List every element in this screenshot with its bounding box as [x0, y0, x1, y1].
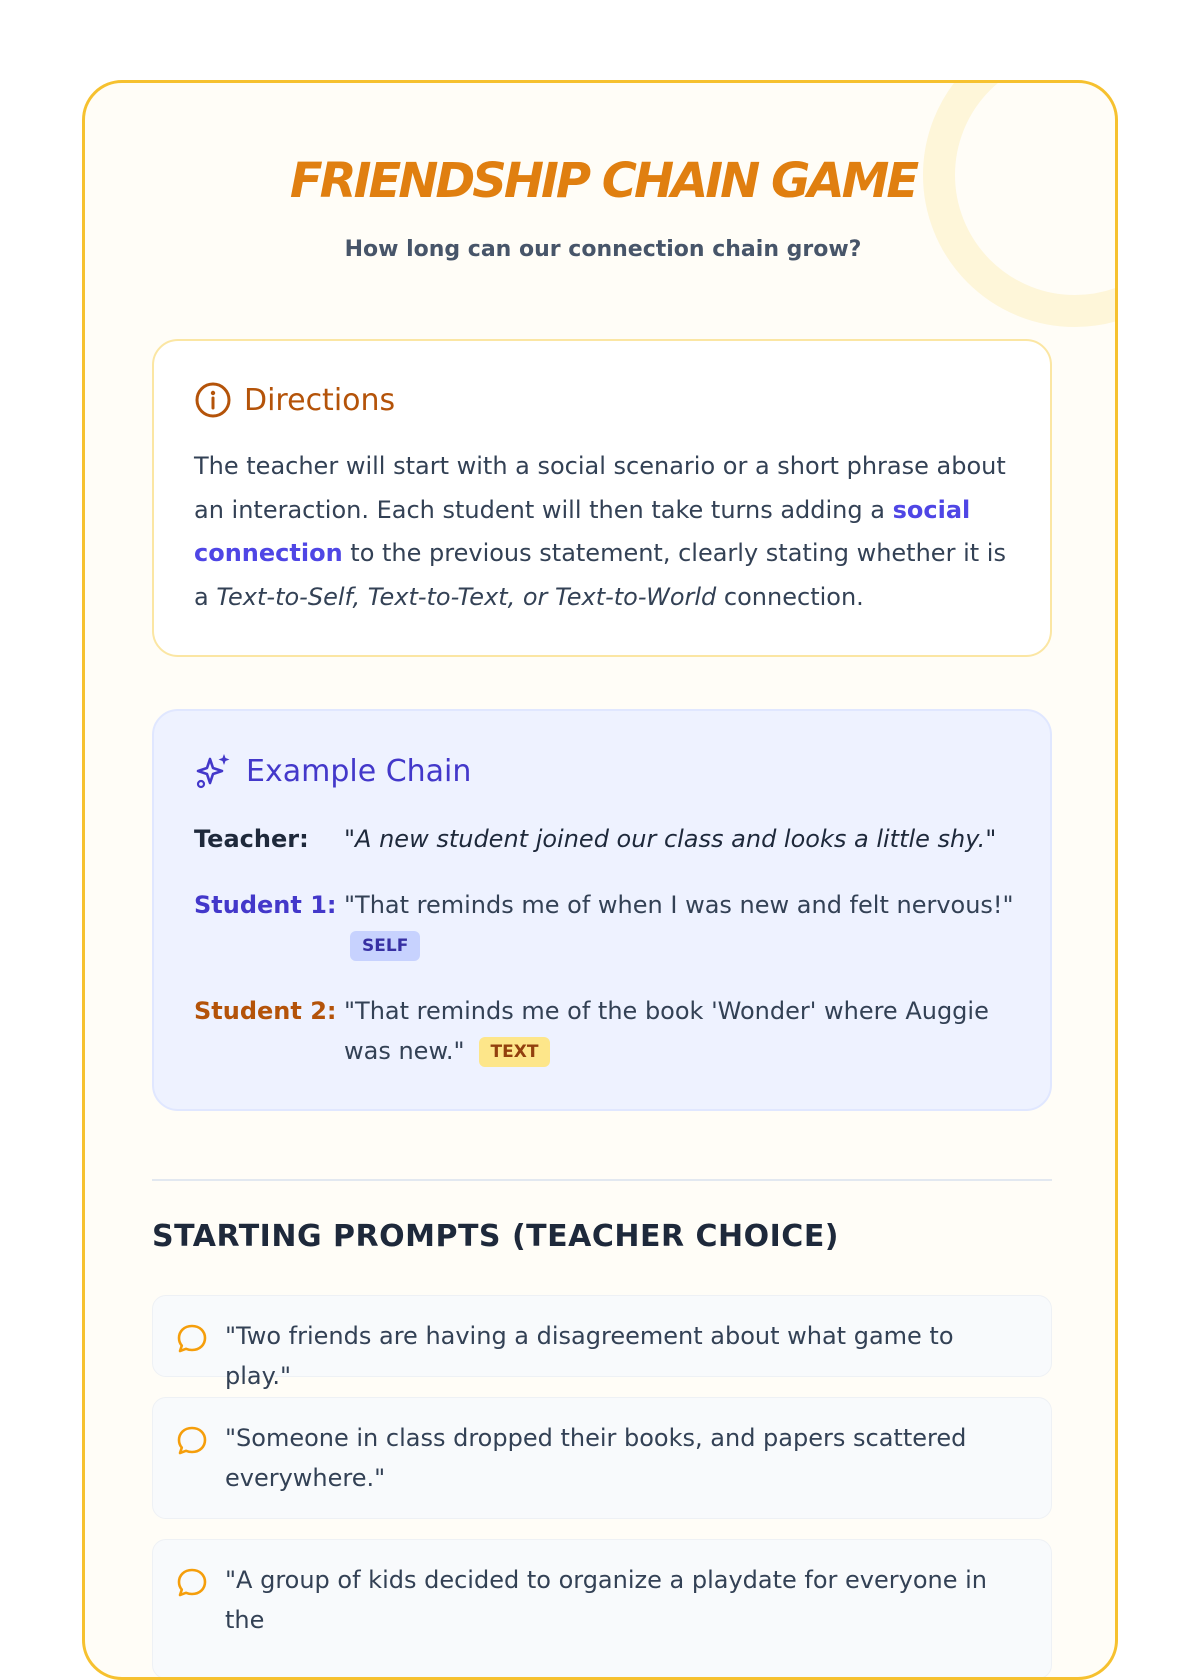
self-badge: SELF: [350, 931, 420, 961]
chat-bubble-icon: [175, 1322, 209, 1356]
directions-panel: [152, 339, 1052, 657]
social-connection-highlight: social connection: [194, 495, 971, 567]
row-text: "That reminds me of when I was new and felt nervous!": [344, 891, 1014, 919]
row-text: "A new student joined our class and looks a little shy.": [344, 825, 997, 853]
page-title: FRIENDSHIP CHAIN GAME: [289, 153, 917, 209]
prompt-text: "Someone in class dropped their books, and papers scattered everywhere.": [225, 1424, 967, 1492]
prompts-heading: STARTING PROMPTS (TEACHER CHOICE): [152, 1219, 840, 1254]
directions-text: The teacher will start with a social scenario or a short phrase about an interaction. Each student will then take turns adding a social connection to the previous statement, clearly stating whether it is a Text-to-Self, Text-to-Text, or Text-to-World connection.: [194, 452, 1006, 611]
prompt-text: "A group of kids decided to organize a playdate for everyone in the: [225, 1566, 987, 1634]
prompt-item[interactable]: [152, 1539, 1052, 1679]
chat-bubble-icon: [175, 1424, 209, 1458]
example-chain-panel: [152, 709, 1052, 1111]
row-content: [344, 885, 1014, 965]
row-text: "That reminds me of the book 'Wonder' where Auggie was new.": [344, 997, 989, 1065]
prompt-text: "Two friends are having a disagreement about what game to play.": [225, 1322, 954, 1390]
prompt-item[interactable]: [152, 1295, 1052, 1390]
section-divider: [152, 1179, 1052, 1181]
text-badge: TEXT: [479, 1037, 551, 1067]
directions-heading: Directions: [244, 382, 396, 418]
row-label: Teacher:: [194, 825, 309, 853]
chat-bubble-icon: [175, 1566, 209, 1600]
example-header: [194, 751, 471, 791]
connection-types: Text-to-Self, Text-to-Text, or Text-to-World: [216, 582, 717, 611]
game-card: [82, 80, 1118, 1680]
prompt-item[interactable]: [152, 1397, 1052, 1519]
row-label: Student 2:: [194, 997, 337, 1025]
row-label: Student 1:: [194, 891, 337, 919]
page-subtitle: How long can our connection chain grow?: [344, 237, 862, 262]
example-heading: Example Chain: [246, 753, 472, 789]
row-content: [344, 991, 1014, 1071]
info-circle-icon: [194, 381, 232, 419]
directions-header: [194, 381, 395, 419]
sparkles-icon: [194, 751, 234, 791]
